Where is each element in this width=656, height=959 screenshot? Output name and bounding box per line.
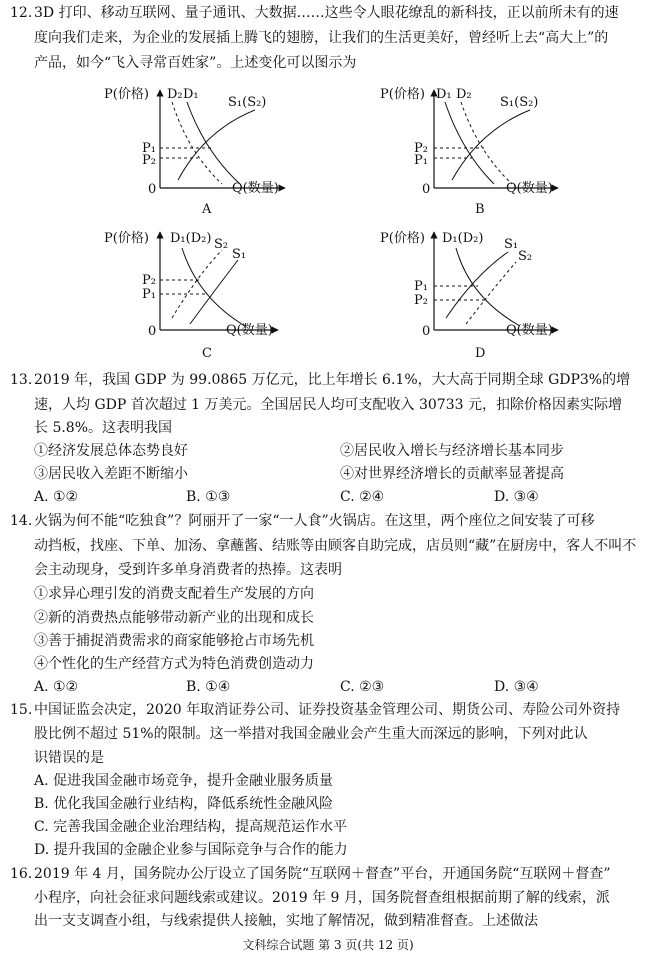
graph-caption: A [202,202,212,217]
origin-label: 0 [148,182,157,197]
question-text: 产品，如今“飞入寻常百姓家”。上述变化可以图示为 [34,55,357,71]
statement-item: ②新的消费热点能够带动新产业的出现和成长 [34,610,314,626]
question-text: 小程序，向社会征求问题线索或建议。2019 年 9 月，国务院督查组根据前期了解的线索，派 [34,890,610,906]
label-s: S₁(S₂) [228,95,267,110]
y-axis-label: P(价格) [380,87,425,102]
question-text: 动挡板，找座、下单、加汤、拿蘸酱、结账等由顾客自助完成，店员则“藏”在厨房中，客人不叫不 [34,538,637,554]
x-axis-label: Q(数量) [232,181,279,196]
supply-curve-s1 [190,260,238,324]
label-p-upper: P₂ [142,273,156,288]
label-p-lower: P₂ [414,293,428,308]
label-s2: S₂ [214,237,229,252]
option-d[interactable]: D. 提升我国的金融企业参与国际竞争与合作的能力 [34,842,348,858]
label-d1: D₁ [436,87,452,102]
demand-curve-d1 [445,102,494,184]
option-a[interactable]: A. ①② [34,679,79,695]
question-text: 股比例不超过 51%的限制。这一举措对我国金融业会产生重大而深远的影响，下列对此认 [34,726,588,742]
label-s1: S₁ [232,247,247,262]
origin-label: 0 [422,182,431,197]
demand-curve-d1 [187,102,240,184]
origin-label: 0 [148,324,157,339]
label-p-upper: P₁ [414,279,428,294]
label-d2: D₂ [456,87,472,102]
label-d: D₁(D₂) [170,231,212,246]
label-s2: S₂ [518,249,533,264]
question-text: 度向我们走来，为企业的发展插上腾飞的翅膀，让我们的生活更美好，曾经听上去“高大上”的 [34,30,609,46]
y-axis-label: P(价格) [380,231,425,246]
graph-caption: B [475,202,485,217]
supply-curve-s [178,110,255,180]
page-footer [0,937,656,953]
question-text: 3D 打印、移动互联网、量子通讯、大数据……这些令人眼花缭乱的新科技，正以前所未有的速 [34,5,619,21]
x-axis-label: Q(数量) [506,323,553,338]
label-d1: D₁ [183,87,199,102]
label-d: D₁(D₂) [442,231,484,246]
label-s1: S₁ [504,237,519,252]
page-number-text: 文科综合试题 第 3 页(共 12 页) [242,938,414,952]
question-text: 出一支支调查小组，与线索提供人接触，实地了解情况，做到精准督查。上述做法 [34,913,538,929]
supply-curve-s2 [466,262,516,324]
x-axis-label: Q(数量) [226,323,273,338]
question-text: 2019 年 4 月，国务院办公厅设立了国务院“互联网＋督查”平台，开通国务院“互联网＋督查” [34,866,611,882]
question-number: 16. [10,866,33,882]
statement-item: ④对世界经济增长的贡献率显著提高 [340,466,564,482]
graph-b [380,86,558,217]
graph-a [104,86,285,217]
demand-curve-d [456,248,520,326]
demand-curve-d2 [461,102,512,184]
statement-item: ①求异心理引发的消费支配着生产发展的方向 [34,586,314,602]
question-number: 15. [10,702,33,718]
graph-caption: D [475,346,486,361]
question-number: 14. [10,513,33,529]
question-text: 火锅为何不能“吃独食”？阿丽开了一家“一人食”火锅店。在这里，两个座位之间安装了可移 [34,513,595,529]
demand-curve-d2 [172,102,222,184]
option-d[interactable]: D. ③④ [494,489,539,505]
label-p-upper: P₁ [142,141,156,156]
label-p-lower: P₁ [142,287,156,302]
option-d[interactable]: D. ③④ [494,679,539,695]
question-number: 13. [10,372,33,388]
question-text: 长 5.8%。这表明我国 [34,420,173,436]
label-p-lower: P₁ [414,153,428,168]
option-a[interactable]: A. 促进我国金融市场竞争，提升金融业服务质量 [34,773,334,789]
label-s: S₁(S₂) [500,95,539,110]
question-text: 中国证监会决定，2020 年取消证券公司、证券投资基金管理公司、期货公司、寿险公司外资持 [34,702,621,718]
label-d2: D₂ [167,87,183,102]
supply-curve-s2 [172,250,222,318]
supply-curve-s [452,110,530,180]
supply-demand-graphs [0,80,656,370]
question-text: 会主动现身，受到许多单身消费者的热捧。这表明 [34,562,342,578]
question-text: 2019 年，我国 GDP 为 99.0865 万亿元，比上年增长 6.1%，大大高于同期全球 GDP3%的增 [34,372,631,388]
y-axis-label: P(价格) [104,231,149,246]
question-text: 识错误的是 [34,750,104,766]
option-b[interactable]: B. ①④ [186,679,231,695]
option-c[interactable]: C. ②③ [340,679,385,695]
option-b[interactable]: B. 优化我国金融行业结构，降低系统性金融风险 [34,796,334,812]
graph-c [104,230,278,361]
label-p-upper: P₂ [414,141,428,156]
statement-item: ④个性化的生产经营方式为特色消费创造动力 [34,656,314,672]
statement-item: ②居民收入增长与经济增长基本同步 [340,443,564,459]
x-axis-label: Q(数量) [506,181,553,196]
question-number: 12. [10,5,33,21]
graph-d [380,230,558,361]
supply-curve-s1 [446,252,508,318]
statement-item: ③居民收入差距不断缩小 [34,466,188,482]
question-text: 速，人均 GDP 首次超过 1 万美元。全国居民人均可支配收入 30733 元，扣除价格因素实际增 [34,397,622,413]
label-p-lower: P₂ [142,153,156,168]
graph-caption: C [202,346,212,361]
option-a[interactable]: A. ①② [34,489,79,505]
y-axis-label: P(价格) [104,87,149,102]
option-c[interactable]: C. 完善我国金融企业治理结构，提高规范运作水平 [34,819,348,835]
origin-label: 0 [422,324,431,339]
statement-item: ①经济发展总体态势良好 [34,443,188,459]
option-c[interactable]: C. ②④ [340,489,385,505]
statement-item: ③善于捕捉消费需求的商家能够抢占市场先机 [34,633,314,649]
option-b[interactable]: B. ①③ [186,489,231,505]
